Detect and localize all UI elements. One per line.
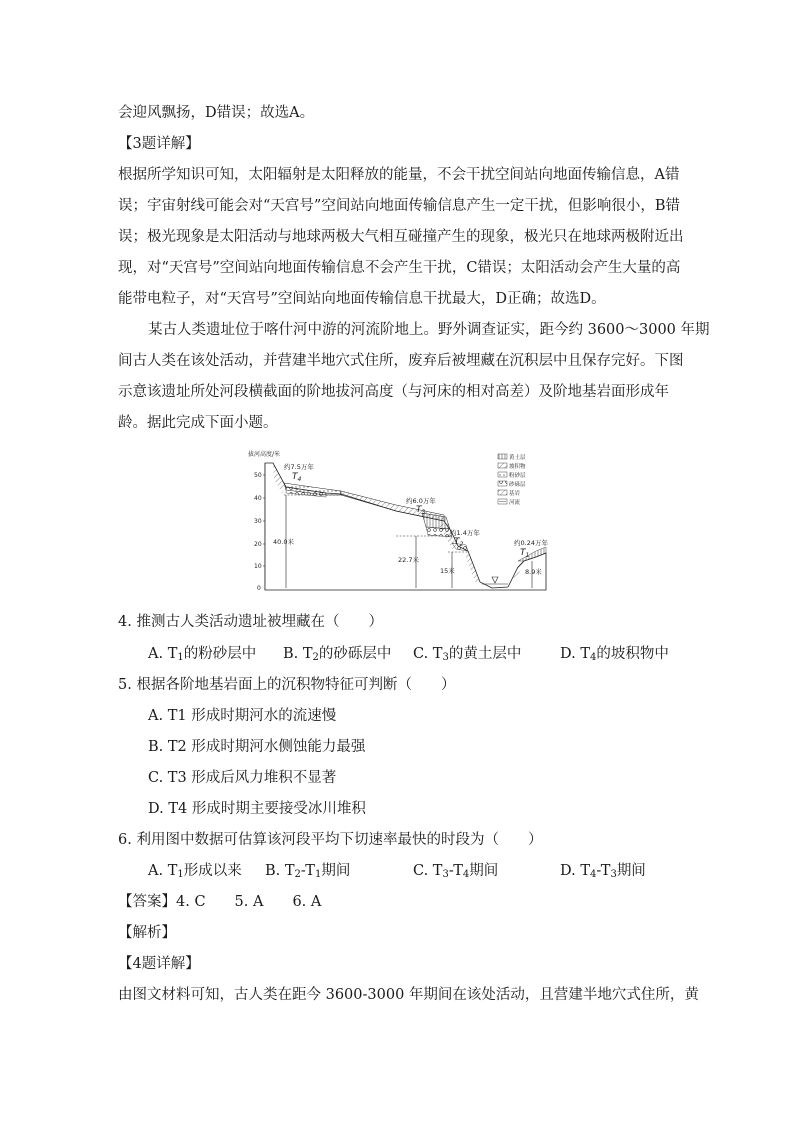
height-label-t4: 40.0米 [273,538,294,546]
y-tick-label: 30 [254,518,262,525]
height-label-t1: 8.9米 [525,568,542,576]
terrace-label-t4: $T_4$ [292,472,302,483]
section-header: 【3题详解】 [118,136,200,152]
water-level-icon [492,577,498,583]
q6-option-b: B. $T_2-T_1$期间 [265,863,351,880]
q5-option-c: C. T3 形成后风力堆积不显著 [148,770,337,786]
text-line: 龄。据此完成下面小题。 [118,415,278,431]
y-tick-label: 20 [254,541,262,548]
question-5-stem: 5. 根据各阶地基岩面上的沉积物特征可判断（ ） [118,677,456,693]
q6-option-d: D. $T_4-T_3$期间 [560,863,646,880]
text-line: 根据所学知识可知，太阳辐射是太阳释放的能量，不会干扰空间站向地面传输信息，A错 [118,167,680,183]
question-6-stem: 6. 利用图中数据可估算该河段平均下切速率最快的时段为（ ） [118,832,543,848]
y-tick-label: 0 [257,585,261,592]
text-line: 现，对“天宫号”空间站向地面传输信息不会产生干扰，C错误；太阳活动会产生大量的高 [118,260,681,276]
q6-option-a: A. $T_1$形成以来 [148,863,242,880]
legend-label: 砂砾层 [509,482,526,488]
legend-label: 粉砂层 [509,473,526,479]
legend-label: 黄土层 [509,455,526,461]
q5-option-a: A. T1 形成时期河水的流速慢 [148,708,337,724]
text-line: 示意该遗址所处河段横截面的阶地拔河高度（与河床的相对高差）及阶地基岩面形成年 [118,384,669,400]
legend [498,453,526,506]
height-label-t3: 22.7米 [398,556,419,564]
section-header: 【4题详解】 [118,956,200,972]
q4-option-c: C. $T_3$的黄土层中 [413,646,522,663]
text-line: 误；极光现象是太阳活动与地球两极大气相互碰撞产生的现象，极光只在地球两极附近出 [118,229,684,245]
y-axis-title: 拔河高度/米 [248,451,281,458]
terrace-age-t2: 约1.4万年 [450,529,480,537]
analysis-header: 【解析】 [118,925,176,941]
terrace-label-t3: $T_3$ [416,505,426,516]
text-line: 会迎风飘扬，D错误；故选A。 [118,105,315,121]
terrace-label-t1: $T_1$ [520,548,530,559]
q5-option-d: D. T4 形成时期主要接受冰川堆积 [148,801,366,817]
terrace-age-t3: 约6.0万年 [406,497,436,505]
terrace-label-t2: $T_2$ [454,537,464,548]
y-tick-label: 50 [254,472,262,479]
t3-loess [422,513,450,529]
legend-label: 基岩 [509,491,521,497]
height-label-t2: 15米 [440,567,455,575]
text-line: 某古人类遗址位于喀什河中游的河流阶地上。野外调查证实，距今约 3600～3000 年期 [148,322,710,338]
answer-line: 【答案】4. C 5. A 6. A [118,894,322,910]
text-line: 间古人类在该处活动，并营建半地穴式住所，废弃后被埋藏在沉积层中且保存完好。下图 [118,353,684,369]
q4-option-b: B. $T_2$的砂砾层中 [283,646,392,663]
text-line: 能带电粒子，对“天宫号”空间站向地面传输信息干扰最大，D正确；故选D。 [118,291,606,307]
legend-label: 坡积物 [509,464,526,470]
terrace-cross-section-figure [246,449,550,597]
terrace-age-t1: 约0.24万年 [514,539,548,547]
text-line: 误；宇宙射线可能会对“天宫号”空间站向地面传输信息产生一定干扰，但影响很小，B错 [118,198,680,214]
q4-option-a: A. $T_1$的粉砂层中 [148,646,257,663]
legend-label: 河流 [509,500,521,506]
y-ticks [254,472,265,592]
terrace-diagram [246,449,550,597]
q6-option-c: C. $T_3-T_4$期间 [413,863,499,880]
q5-option-b: B. T2 形成时期河水侧蚀能力最强 [148,739,366,755]
q4-option-d: D. $T_4$的坡积物中 [560,646,669,663]
y-tick-label: 40 [254,495,262,502]
y-tick-label: 10 [254,563,262,570]
terrace-age-t4: 约7.5万年 [284,463,314,471]
question-4-stem: 4. 推测古人类活动遗址被埋藏在（ ） [118,614,383,630]
text-line: 由图文材料可知，古人类在距今 3600-3000 年期间在该处活动，且营建半地穴式住所，黄 [118,987,699,1003]
